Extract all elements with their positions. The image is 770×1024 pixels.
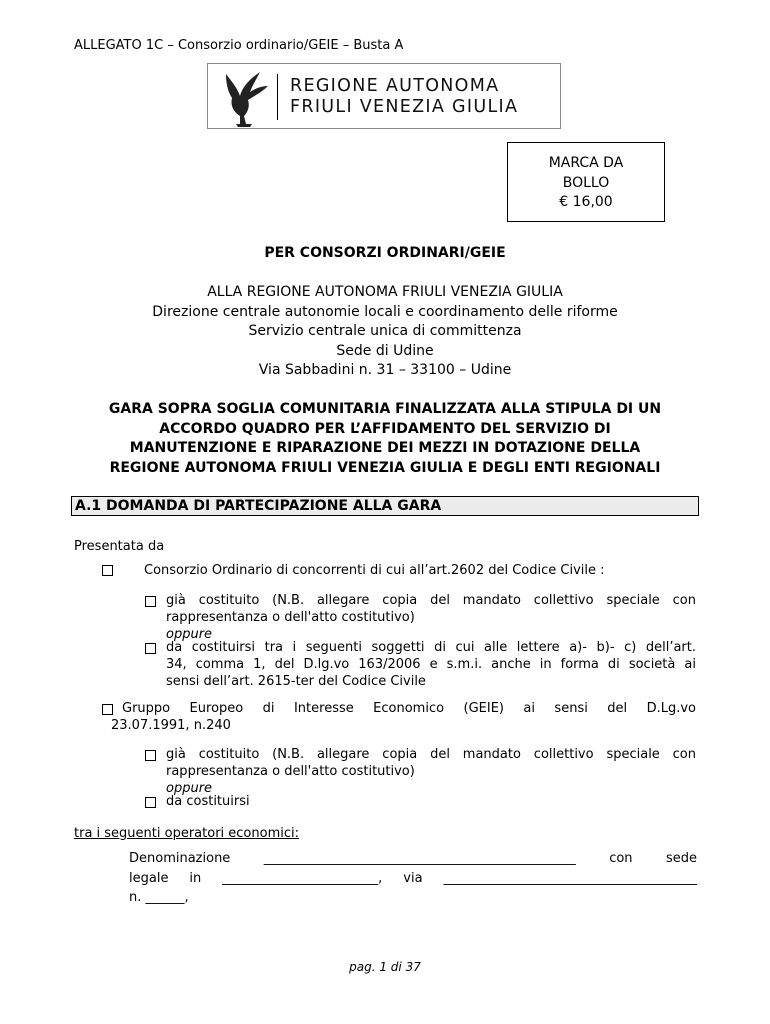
logo-divider: [277, 74, 278, 120]
eagle-icon: [220, 66, 270, 128]
checkbox-geie-to-constitute[interactable]: [145, 797, 156, 808]
consortium-to-constitute-line-1: da costituirsi tra i seguenti soggetti di cui alle lettere a)- b)- c) dell’art.: [166, 640, 696, 655]
operators-heading: tra i seguenti operatori economici:: [74, 826, 299, 841]
consortium-or: oppure: [166, 627, 213, 642]
header-note: ALLEGATO 1C – Consorzio ordinario/GEIE – Busta A: [74, 38, 404, 53]
consortium-to-constitute-line-2: 34, comma 1, del D.lg.vo 163/2006 e s.m.i. anche in forma di società ai: [166, 657, 696, 672]
consortium-to-constitute-line-3: sensi dell’art. 2615-ter del Codice Civile: [166, 674, 426, 689]
option-geie-label-line-1: Gruppo Europeo di Interesse Economico (GEIE) ai sensi del D.Lg.vo: [122, 701, 696, 716]
consortium-constituted-text: [166, 592, 696, 643]
checkbox-consortium-constituted[interactable]: [145, 596, 156, 607]
operators-form-line-3: n. ______,: [129, 890, 189, 905]
stamp-line-1: MARCA DA: [548, 155, 624, 171]
checkbox-geie-constituted[interactable]: [145, 750, 156, 761]
recipient-line-2: Direzione centrale autonomie locali e coordinamento delle riforme: [152, 303, 618, 320]
recipient-line-3: Servizio centrale unica di committenza: [248, 323, 522, 339]
page-number: pag. 1 di 37: [349, 960, 421, 974]
logo-wordmark: [290, 76, 518, 118]
geie-or: oppure: [166, 781, 213, 796]
operators-form-line-1: Denominazione ________________________________________________ con sede: [129, 851, 697, 866]
geie-constituted-line-1: già costituito (N.B. allegare copia del mandato collettivo speciale con: [166, 747, 696, 762]
option-geie-label-line-2: 23.07.1991, n.240: [111, 718, 231, 733]
tender-title: [60, 400, 710, 478]
tender-title-line-4: REGIONE AUTONOMA FRIULI VENEZIA GIULIA E DEGLI ENTI REGIONALI: [109, 459, 661, 476]
recipient-line-1: ALLA REGIONE AUTONOMA FRIULI VENEZIA GIULIA: [207, 284, 563, 300]
tender-title-line-1: GARA SOPRA SOGLIA COMUNITARIA FINALIZZATA ALLA STIPULA DI UN: [108, 401, 662, 417]
operators-form-line-2: legale in ________________________, via _______________________________________: [129, 870, 697, 886]
presented-by-label: Presentata da: [74, 539, 165, 554]
geie-to-constitute-text: da costituirsi: [166, 794, 250, 809]
geie-constituted-line-2: rappresentanza o dell'atto costitutivo): [166, 764, 415, 779]
checkbox-consortium-to-constitute[interactable]: [145, 643, 156, 654]
recipient-line-4: Sede di Udine: [336, 342, 434, 359]
revenue-stamp-box: [507, 142, 665, 222]
consortium-constituted-line-1: già costituito (N.B. allegare copia del mandato collettivo speciale con: [166, 593, 696, 608]
stamp-line-2: BOLLO: [562, 174, 610, 191]
recipient-address: [60, 283, 710, 381]
document-subtitle: PER CONSORZI ORDINARI/GEIE: [264, 245, 506, 261]
stamp-line-3: € 16,00: [559, 194, 613, 210]
region-logo: [207, 63, 561, 129]
consortium-constituted-line-2: rappresentanza o dell'atto costitutivo): [166, 610, 415, 625]
option-consortium-label: Consorzio Ordinario di concorrenti di cui all’art.2602 del Codice Civile :: [144, 563, 605, 578]
consortium-to-constitute-text: [166, 639, 696, 690]
logo-line-2: FRIULI VENEZIA GIULIA: [290, 97, 519, 117]
checkbox-geie[interactable]: [102, 704, 113, 715]
tender-title-line-2: ACCORDO QUADRO PER L’AFFIDAMENTO DEL SERVIZIO DI: [159, 420, 611, 437]
recipient-line-5: Via Sabbadini n. 31 – 33100 – Udine: [258, 362, 512, 378]
geie-constituted-text: [166, 746, 696, 797]
operators-form: [129, 849, 697, 908]
logo-line-1: REGIONE AUTONOMA: [290, 76, 500, 96]
checkbox-consortium[interactable]: [102, 565, 113, 576]
tender-title-line-3: MANUTENZIONE E RIPARAZIONE DEI MEZZI IN DOTAZIONE DELLA: [129, 440, 641, 456]
section-title: A.1 DOMANDA DI PARTECIPAZIONE ALLA GARA: [71, 496, 699, 516]
